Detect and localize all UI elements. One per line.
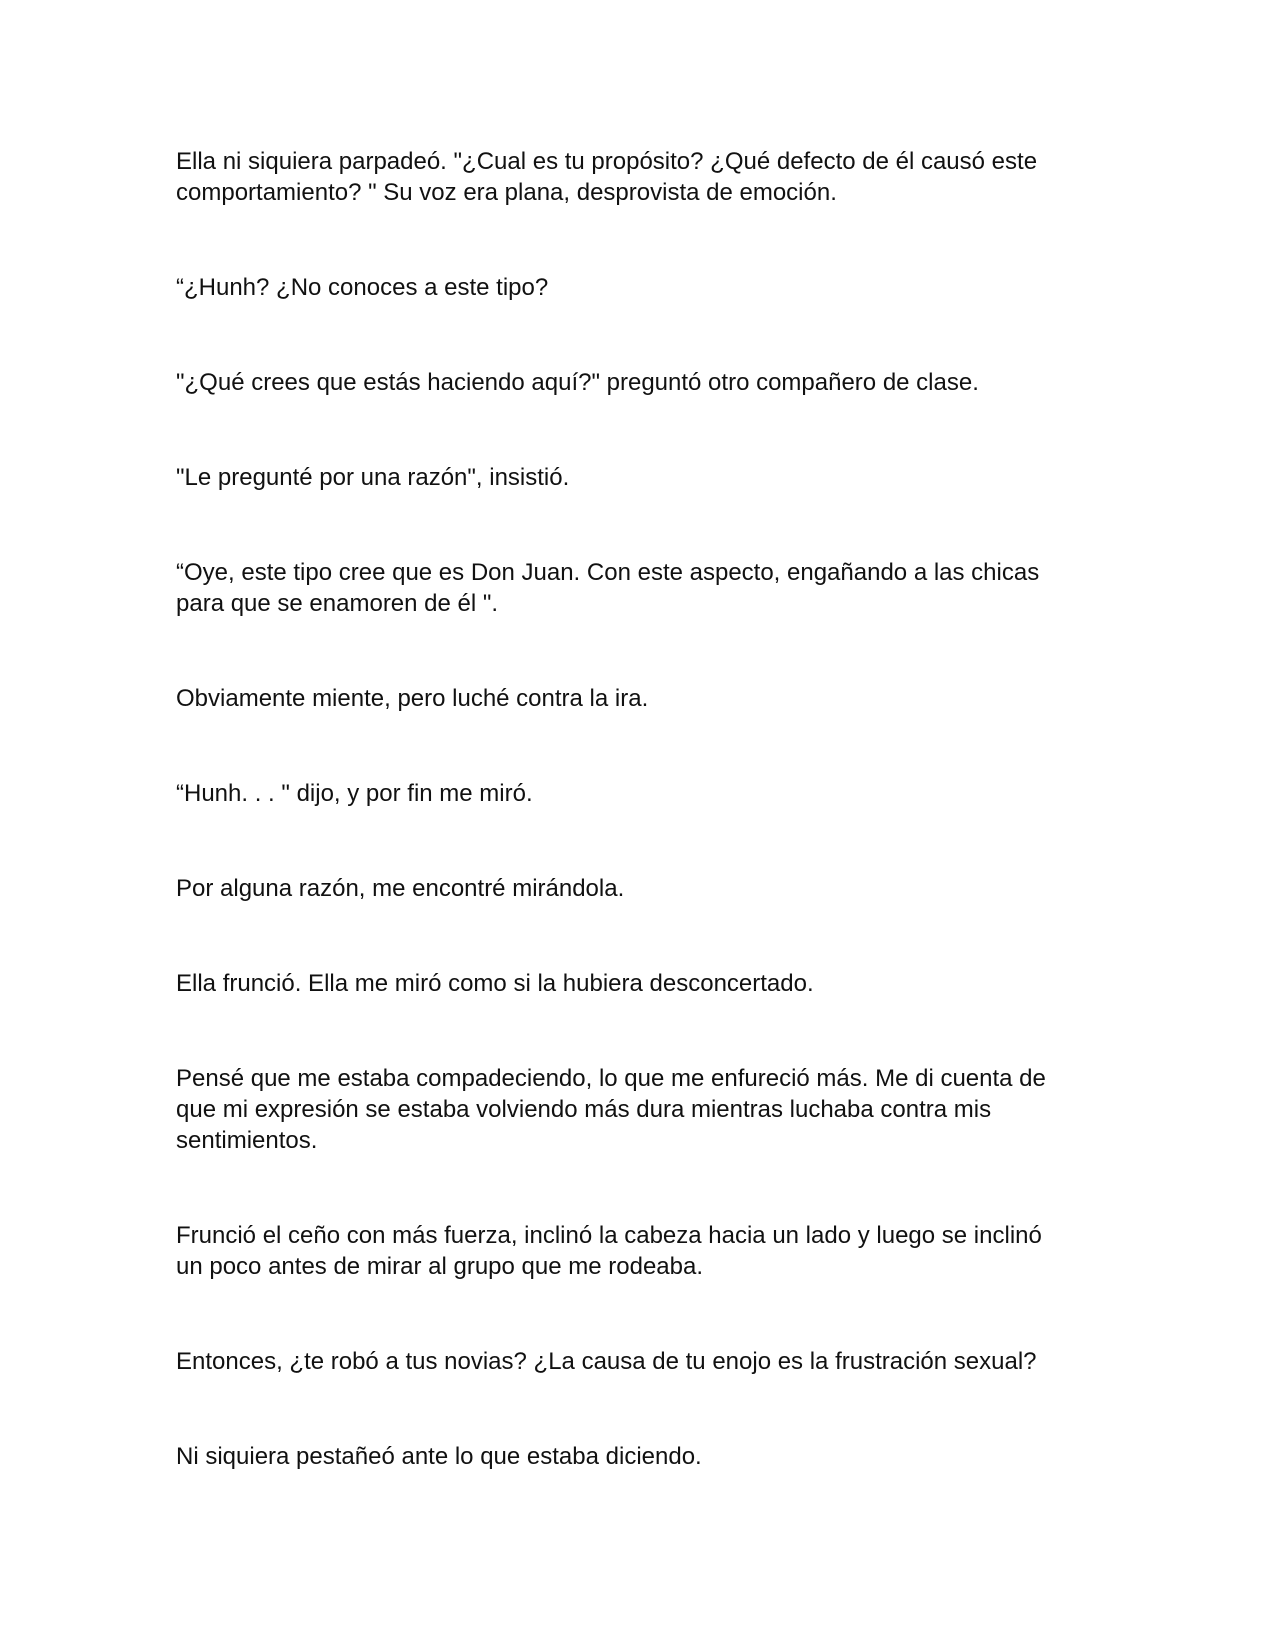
paragraph: “Hunh. . . " dijo, y por fin me miró. [176,780,533,807]
paragraph: “¿Hunh? ¿No conoces a este tipo? [176,274,549,301]
paragraph: Ella frunció. Ella me miró como si la hubiera desconcertado. [176,970,814,997]
paragraph: Pensé que me estaba compadeciendo, lo que me enfureció más. Me di cuenta de que mi expresión se estaba volviendo más dura mientras luchaba contra mis sentimientos. [176,1065,1046,1154]
paragraph: Frunció el ceño con más fuerza, inclinó la cabeza hacia un lado y luego se inclinó un poco antes de mirar al grupo que me rodeaba. [176,1222,1042,1280]
paragraph: Ella ni siquiera parpadeó. "¿Cual es tu propósito? ¿Qué defecto de él causó este comportamiento? " Su voz era plana, desprovista de emoción. [176,148,1038,206]
paragraph: Por alguna razón, me encontré mirándola. [176,875,625,902]
paragraph: Ni siquiera pestañeó ante lo que estaba diciendo. [176,1443,702,1470]
paragraph: Entonces, ¿te robó a tus novias? ¿La causa de tu enojo es la frustración sexual? [176,1348,1037,1375]
paragraph: “Oye, este tipo cree que es Don Juan. Con este aspecto, engañando a las chicas para que se enamoren de él ". [176,559,1040,617]
paragraph: "¿Qué crees que estás haciendo aquí?" preguntó otro compañero de clase. [176,369,979,396]
paragraph: "Le pregunté por una razón", insistió. [176,464,570,491]
paragraph: Obviamente miente, pero luché contra la ira. [176,685,649,712]
